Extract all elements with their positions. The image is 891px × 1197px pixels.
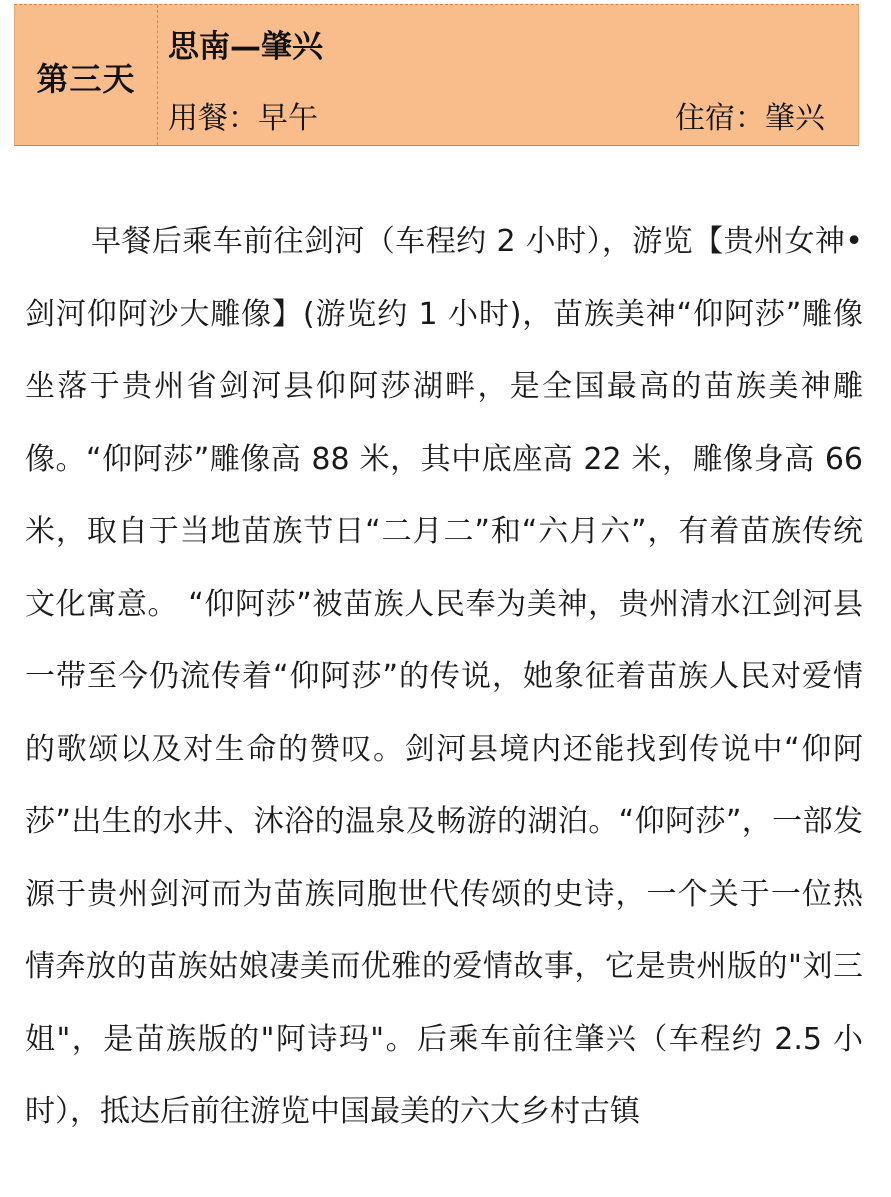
day-label-cell bbox=[15, 5, 158, 145]
meals-info: 用餐：早午 bbox=[168, 101, 318, 136]
day-header-table bbox=[14, 4, 859, 146]
lodging-info: 住宿：肇兴 bbox=[675, 101, 825, 136]
day-info-cell bbox=[158, 5, 858, 145]
route-title: 思南—肇兴 bbox=[168, 29, 323, 65]
day-label: 第三天 bbox=[36, 60, 136, 98]
itinerary-paragraph: 早餐后乘车前往剑河（车程约 2 小时），游览【贵州女神•剑河仰阿沙大雕像】(游览约 1 小时)，苗族美神“仰阿莎”雕像坐落于贵州省剑河县仰阿莎湖畔，是全国最高的苗族美神雕像。“仰阿莎”雕像高 88 米，其中底座高 22 米，雕像身高 66 米，取自于当地苗族节日“二月二”和“六月六”，有着苗族传统文化寓意。 “仰阿莎”被苗族人民奉为美神，贵州清水江剑河县一带至今仍流传着“仰阿莎”的传说，她象征着苗族人民对爱情的歌颂以及对生命的赞叹。剑河县境内还能找到传说中“仰阿莎”出生的水井、沐浴的温泉及畅游的湖泊。“仰阿莎”，一部发源于贵州剑河而为苗族同胞世代传颂的史诗，一个关于一位热情奔放的苗族姑娘凄美而优雅的爱情故事，它是贵州版的"刘三姐"，是苗族版的"阿诗玛"。后乘车前往肇兴（车程约 2.5 小时），抵达后前往游览中国最美的六大乡村古镇 bbox=[25, 224, 863, 1129]
